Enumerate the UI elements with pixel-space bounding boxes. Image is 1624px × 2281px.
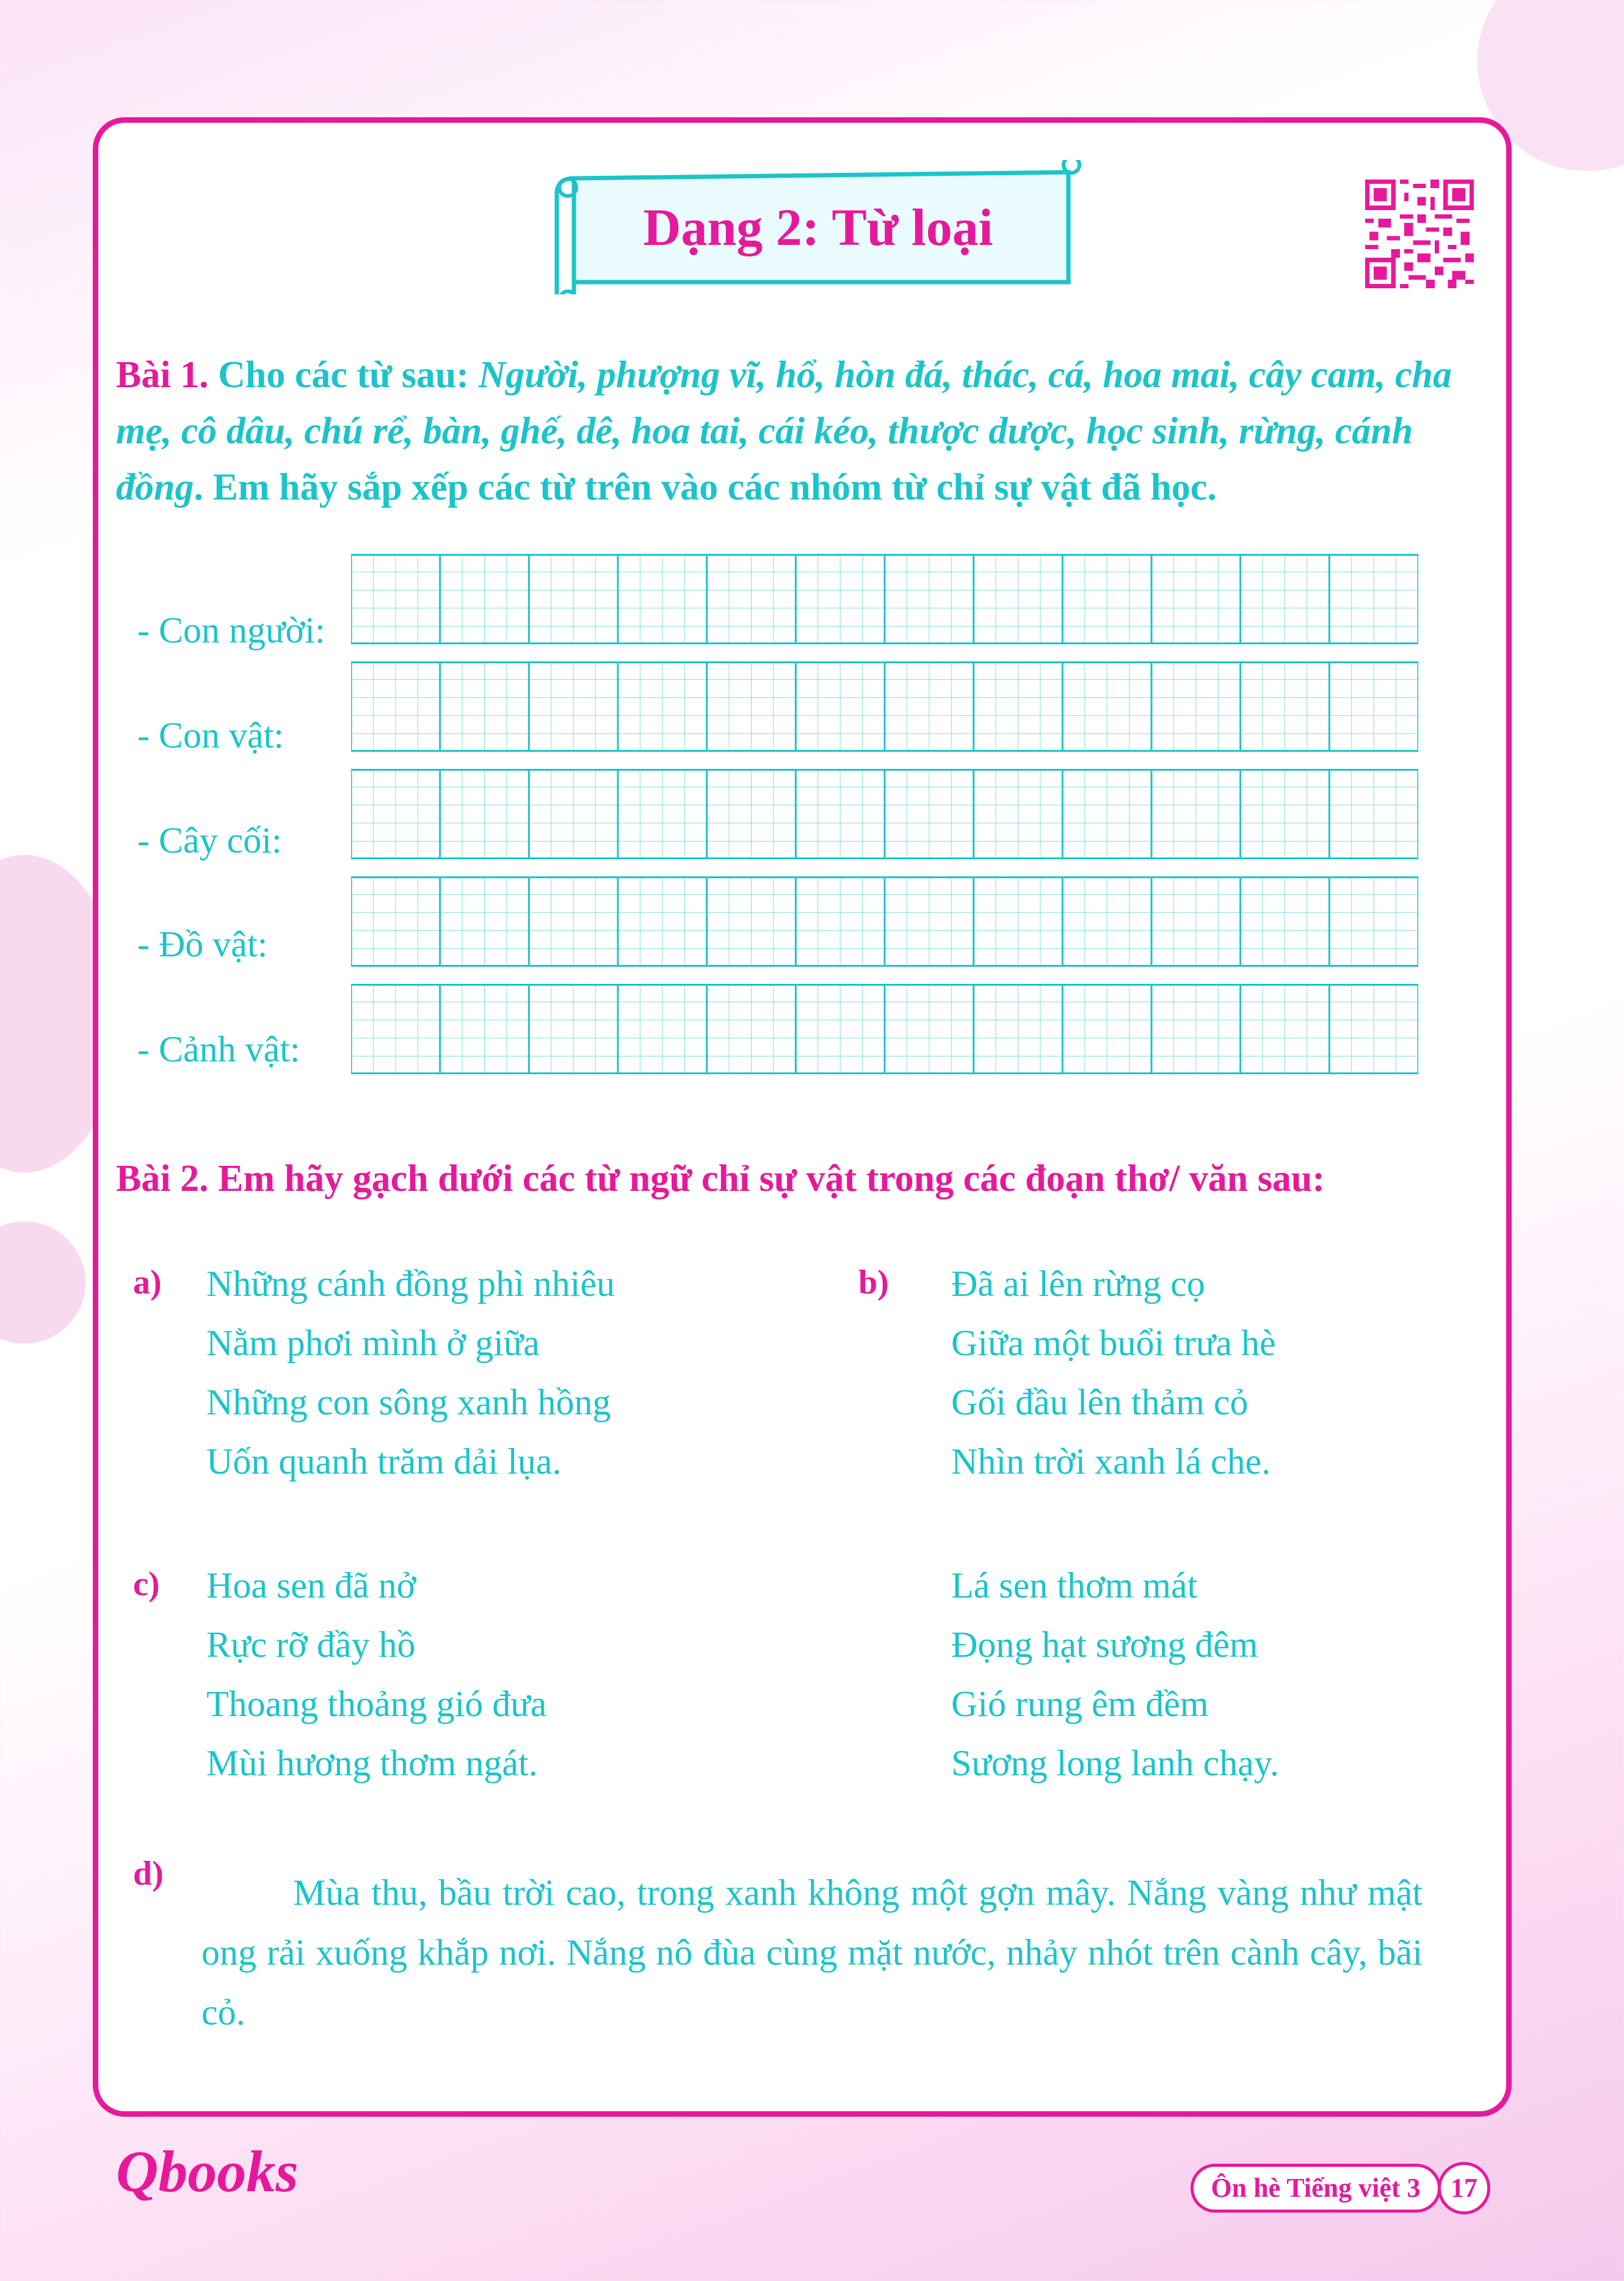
prose-d: Mùa thu, bầu trời cao, trong xanh không một gợn mây. Nắng vàng như mật ong rải xuống khắp nơi. Nắng nô đùa cùng mặt nước, nhảy nhót trên cành cây, bãi cỏ.	[201, 1872, 1423, 2032]
poem-line: Hoa sen đã nở	[206, 1565, 416, 1606]
category-label-do-vat: - Đồ vật:	[137, 924, 268, 964]
part-c-label: c)	[133, 1565, 160, 1603]
poem-c-right	[951, 1556, 1279, 1793]
exercise-1-label: Bài 1.	[116, 354, 209, 396]
grid-lines	[351, 984, 1418, 1074]
book-title: Ôn hè Tiếng việt 3	[1191, 2164, 1441, 2213]
part-a-label: a)	[133, 1264, 162, 1301]
writing-grid-cay-coi[interactable]	[351, 769, 1418, 859]
part-d-label: d)	[133, 1855, 164, 1893]
exercise-1-instruction: . Em hãy sắp xếp các từ trên vào các nhóm từ chỉ sự vật đã học.	[194, 467, 1217, 508]
title-banner	[549, 160, 1087, 294]
page-title: Dạng 2: Từ loại	[643, 198, 993, 256]
exercise-2-instruction: Em hãy gạch dưới các từ ngữ chỉ sự vật trong các đoạn thơ/ văn sau:	[218, 1158, 1325, 1199]
grid-lines	[351, 876, 1418, 967]
part-b-label: b)	[858, 1264, 889, 1301]
writing-grid-canh-vat[interactable]	[351, 984, 1418, 1074]
category-label-cay-coi: - Cây cối:	[137, 820, 282, 860]
poem-line: Mùi hương thơm ngát.	[206, 1743, 538, 1783]
page-number: 17	[1438, 2162, 1490, 2214]
poem-line: Sương long lanh chạy.	[951, 1743, 1279, 1783]
poem-c-left	[206, 1556, 546, 1793]
grid-lines	[351, 769, 1418, 859]
poem-line: Gối đầu lên thảm cỏ	[951, 1382, 1249, 1422]
poem-line: Giữa một buổi trưa hè	[951, 1323, 1276, 1363]
background-blob	[0, 1221, 85, 1344]
exercise-2-prompt	[116, 1151, 1490, 1207]
writing-grid-con-vat[interactable]	[351, 661, 1418, 752]
writing-grid-con-nguoi[interactable]	[351, 554, 1418, 644]
exercise-1-words: Người, phượng vĩ, hổ, hòn đá, thác, cá, hoa mai, cây cam, cha mẹ, cô dâu, chú rể, bàn, ghế, dê, hoa tai, cái kéo, thược dược, học sinh, rừng, cánh đồng	[116, 354, 1452, 508]
poem-line: Đã ai lên rừng cọ	[951, 1264, 1205, 1304]
category-label-con-vat: - Con vật:	[137, 715, 284, 755]
poem-line: Lá sen thơm mát	[951, 1565, 1198, 1606]
exercise-1-intro: Cho các từ sau:	[218, 354, 469, 396]
exercise-1-prompt	[116, 347, 1490, 515]
poem-line: Nằm phơi mình ở giữa	[206, 1323, 540, 1363]
writing-grid-do-vat[interactable]	[351, 876, 1418, 967]
qr-code-icon[interactable]	[1365, 180, 1474, 288]
poem-line: Gió rung êm đềm	[951, 1684, 1209, 1724]
poem-line: Những cánh đồng phì nhiêu	[206, 1264, 615, 1304]
category-label-con-nguoi: - Con người:	[137, 610, 325, 650]
poem-line: Đọng hạt sương đêm	[951, 1624, 1258, 1665]
poem-line: Nhìn trời xanh lá che.	[951, 1441, 1271, 1482]
poem-b	[951, 1254, 1276, 1491]
exercise-2-label: Bài 2.	[116, 1158, 209, 1199]
poem-line: Thoang thoảng gió đưa	[206, 1684, 547, 1724]
poem-a	[206, 1254, 615, 1491]
publisher-logo: Qbooks	[116, 2139, 299, 2204]
poem-line: Uốn quanh trăm dải lụa.	[206, 1441, 562, 1482]
grid-lines	[351, 661, 1418, 752]
poem-line: Những con sông xanh hồng	[206, 1382, 611, 1422]
poem-line: Rực rỡ đầy hồ	[206, 1624, 416, 1665]
category-label-canh-vat: - Cảnh vật:	[137, 1029, 300, 1069]
grid-lines	[351, 554, 1418, 644]
